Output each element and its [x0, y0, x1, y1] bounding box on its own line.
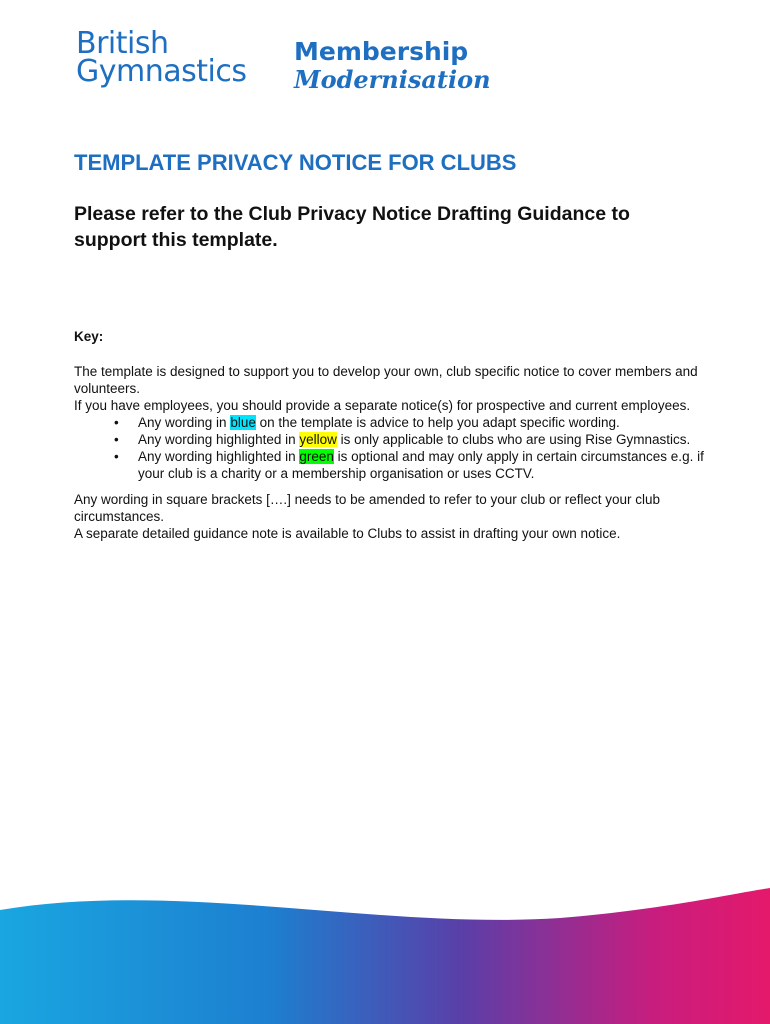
highlight-yellow-sample: yellow	[299, 432, 337, 447]
bullet-text: Any wording highlighted in	[138, 449, 300, 464]
bullet-text: Any wording highlighted in	[138, 432, 300, 447]
list-item	[114, 414, 724, 431]
highlight-blue-sample: blue	[230, 415, 256, 430]
intro-paragraph-1: The template is designed to support you to develop your own, club specific notice to cover members and volunteers.	[74, 364, 698, 396]
membership-modernisation-logo	[294, 38, 491, 94]
outro-paragraph-1: Any wording in square brackets [….] needs to be amended to refer to your club or reflect your club circumstances.	[74, 492, 661, 524]
british-gymnastics-logo	[76, 26, 247, 89]
key-label: Key:	[74, 329, 104, 344]
bullet-text: on the template is advice to help you adapt specific wording.	[255, 415, 620, 430]
document-title: TEMPLATE PRIVACY NOTICE FOR CLUBS	[74, 150, 517, 175]
bullet-icon: •	[114, 449, 119, 464]
logo-line-british: British	[76, 26, 169, 61]
key-explanation	[74, 363, 724, 542]
list-item	[114, 431, 724, 448]
list-item	[114, 448, 724, 482]
bullet-icon: •	[114, 432, 119, 447]
bullet-text: is optional and may only apply in certain circumstances e.g. if your club is a charity or a membership organisation or uses CCTV.	[138, 449, 704, 481]
highlight-green-sample: green	[299, 449, 334, 464]
document-subtitle: Please refer to the Club Privacy Notice Drafting Guidance to support this template.	[74, 203, 630, 251]
bullet-text: is only applicable to clubs who are using Rise Gymnastics.	[336, 432, 691, 447]
bullet-text: Any wording in	[138, 415, 231, 430]
logo-line-gymnastics: Gymnastics	[76, 54, 247, 89]
bullet-icon: •	[114, 415, 119, 430]
logo-line-membership: Membership	[294, 37, 469, 66]
decorative-wave-footer	[0, 880, 770, 1024]
highlight-legend-list	[74, 414, 724, 482]
logo-line-modernisation: Modernisation	[294, 65, 491, 94]
intro-paragraph-2: If you have employees, you should provide a separate notice(s) for prospective and current employees.	[74, 398, 691, 413]
outro-paragraph-2: A separate detailed guidance note is available to Clubs to assist in drafting your own notice.	[74, 526, 621, 541]
